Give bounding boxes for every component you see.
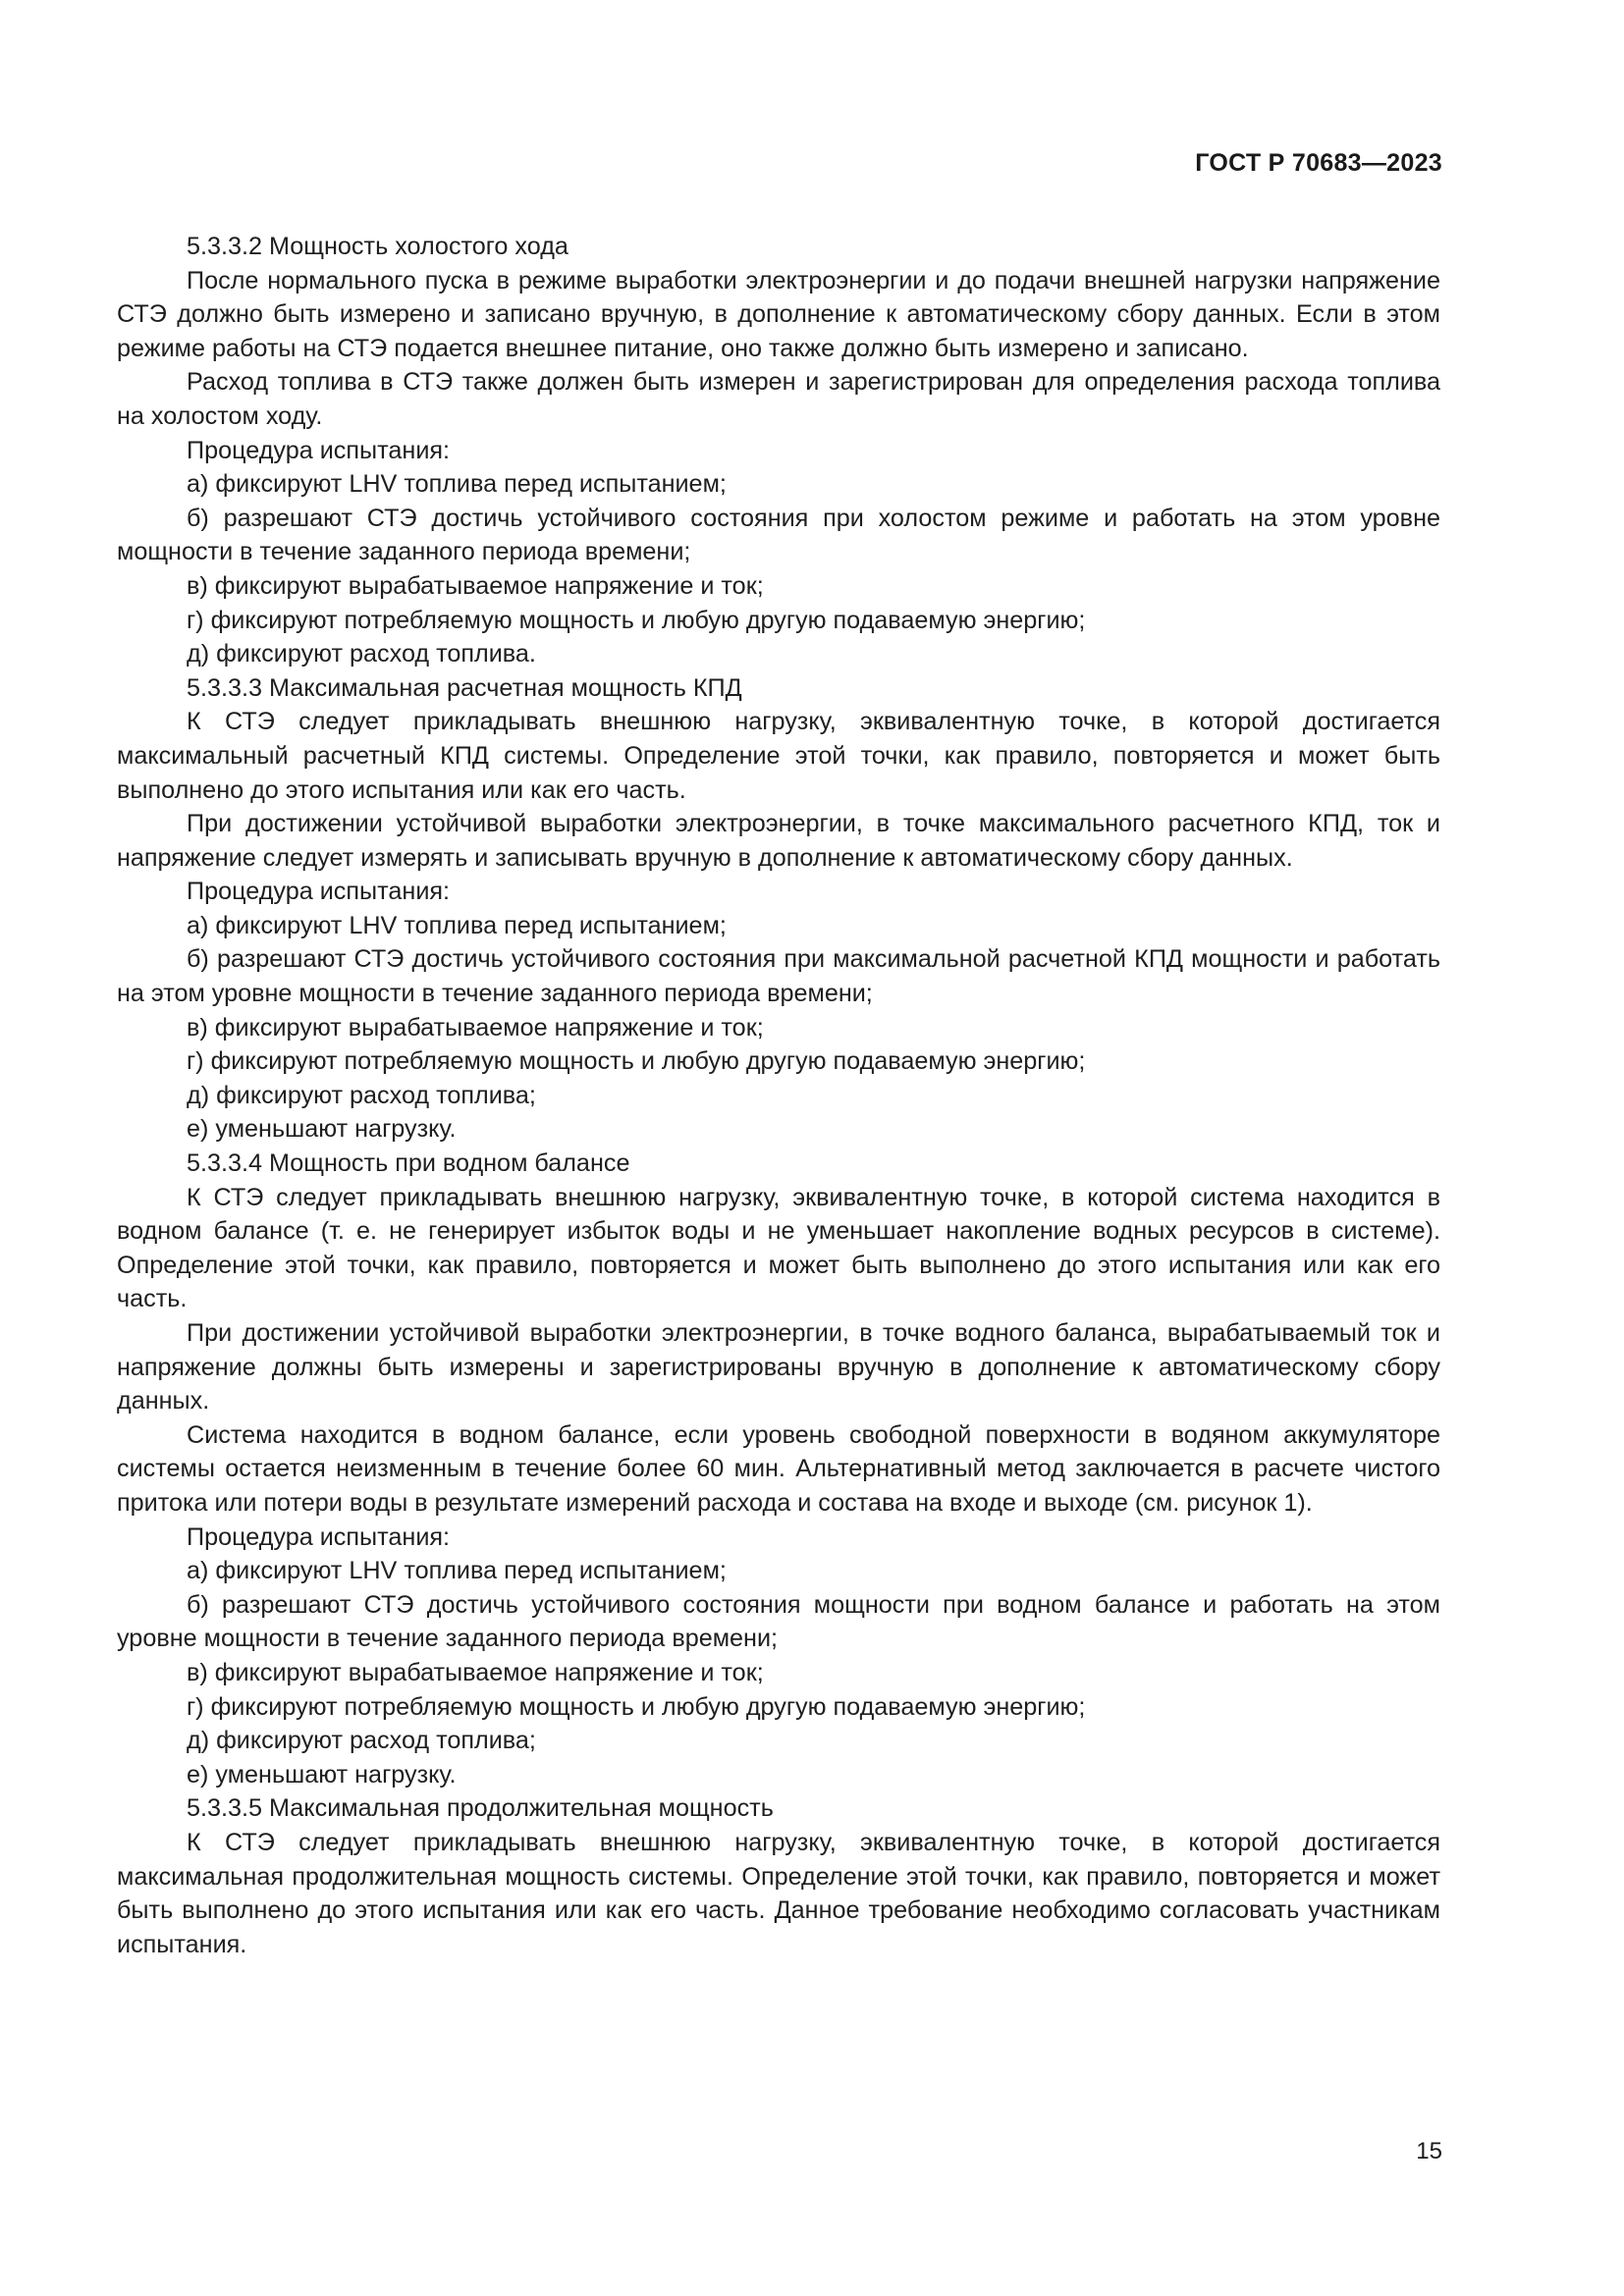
list-item: е) уменьшают нагрузку.	[187, 1115, 457, 1144]
section-heading-5-3-3-5: 5.3.3.5 Максимальная продолжительная мощность	[187, 1794, 774, 1823]
list-item: г) фиксируют потребляемую мощность и любую другую подаваемую энергию;	[187, 606, 1086, 634]
list-item: б) разрешают СТЭ достичь устойчивого состояния при холостом режиме и работать на этом уровне мощности в течение заданного периода времени;	[117, 504, 1440, 566]
paragraph: Расход топлива в СТЭ также должен быть измерен и зарегистрирован для определения расхода топлива на холостом ходу.	[117, 368, 1440, 430]
list-item: г) фиксируют потребляемую мощность и любую другую подаваемую энергию;	[187, 1692, 1086, 1721]
paragraph: К СТЭ следует прикладывать внешнюю нагрузку, эквивалентную точке, в которой достигается максимальный расчетный КПД системы. Определение этой точки, как правило, повторяется и может быть выполнено до этого испытания или как его часть.	[117, 708, 1440, 804]
list-item: в) фиксируют вырабатываемое напряжение и ток;	[187, 1658, 764, 1686]
procedure-label: Процедура испытания:	[187, 436, 451, 464]
document-code-header: ГОСТ Р 70683—2023	[1195, 149, 1442, 177]
paragraph: К СТЭ следует прикладывать внешнюю нагрузку, эквивалентную точке, в которой достигается максимальная продолжительная мощность системы. Определение этой точки, как правило, повторяется и может быть выполнено до этого испытания или как его часть. Данное требование необходимо согласовать участникам испытания.	[117, 1828, 1440, 1958]
list-item: б) разрешают СТЭ достичь устойчивого состояния при максимальной расчетной КПД мощности и работать на этом уровне мощности в течение заданного периода времени;	[117, 945, 1440, 1008]
list-item: г) фиксируют потребляемую мощность и любую другую подаваемую энергию;	[187, 1047, 1086, 1076]
list-item: б) разрешают СТЭ достичь устойчивого состояния мощности при водном балансе и работать на этом уровне мощности в течение заданного периода времени;	[117, 1590, 1440, 1653]
paragraph: При достижении устойчивой выработки электроэнергии, в точке максимального расчетного КПД, ток и напряжение следует измерять и записывать вручную в дополнение к автоматическому сбору данных.	[117, 810, 1440, 872]
paragraph: После нормального пуска в режиме выработки электроэнергии и до подачи внешней нагрузки напряжение СТЭ должно быть измерено и записано вручную, в дополнение к автоматическому сбору данных. Если в этом режиме работы на СТЭ подается внешнее питание, оно также должно быть измерено и записано.	[117, 266, 1440, 362]
list-item: е) уменьшают нагрузку.	[187, 1760, 457, 1789]
list-item: а) фиксируют LHV топлива перед испытанием;	[187, 911, 727, 939]
document-body	[117, 230, 1440, 1961]
list-item: д) фиксируют расход топлива;	[187, 1081, 536, 1109]
page-number: 15	[1416, 2138, 1442, 2164]
list-item: а) фиксируют LHV топлива перед испытанием;	[187, 1557, 727, 1585]
paragraph: К СТЭ следует прикладывать внешнюю нагрузку, эквивалентную точке, в которой система находится в водном балансе (т. е. не генерирует избыток воды и не уменьшает накопление водных ресурсов в системе). Определение этой точки, как правило, повторяется и может быть выполнено до этого испытания или как его часть.	[117, 1183, 1440, 1313]
paragraph: При достижении устойчивой выработки электроэнергии, в точке водного баланса, вырабатываемый ток и напряжение должны быть измерены и зарегистрированы вручную в дополнение к автоматическому сбору данных.	[117, 1319, 1440, 1415]
list-item: в) фиксируют вырабатываемое напряжение и ток;	[187, 1013, 764, 1041]
list-item: д) фиксируют расход топлива.	[187, 640, 536, 668]
section-heading-5-3-3-4: 5.3.3.4 Мощность при водном балансе	[187, 1149, 630, 1178]
section-heading-5-3-3-3: 5.3.3.3 Максимальная расчетная мощность КПД	[187, 673, 742, 702]
paragraph: Система находится в водном балансе, если уровень свободной поверхности в водяном аккумуляторе системы остается неизменным в течение более 60 мин. Альтернативный метод заключается в расчете чистого притока или потери воды в результате измерений расхода и состава на входе и выходе (см. рисунок 1).	[117, 1420, 1440, 1517]
procedure-label: Процедура испытания:	[187, 1522, 451, 1551]
section-heading-5-3-3-2: 5.3.3.2 Мощность холостого хода	[187, 233, 568, 260]
list-item: в) фиксируют вырабатываемое напряжение и ток;	[187, 571, 764, 600]
list-item: д) фиксируют расход топлива;	[187, 1727, 536, 1755]
procedure-label: Процедура испытания:	[187, 878, 451, 906]
list-item: а) фиксируют LHV топлива перед испытанием;	[187, 470, 727, 499]
